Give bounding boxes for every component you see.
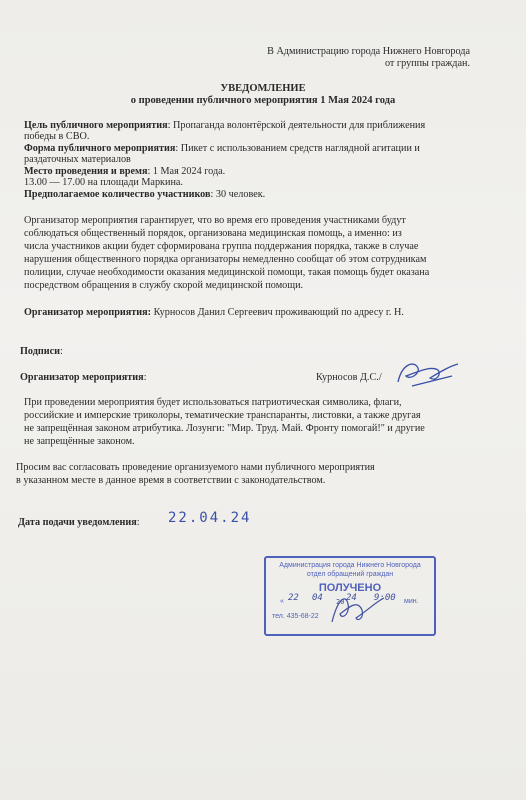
organizer-value: Курносов Данил Сергеевич проживающий по адресу г. Н.	[151, 307, 404, 318]
stamp-hand-month: 04	[312, 593, 323, 603]
guarantee-line: полиции, случае необходимости оказания медицинской помощи, такая помощь будет оказана	[24, 267, 430, 278]
place-value: : 1 Мая 2024 года.	[147, 166, 226, 177]
signature-organizer-label: Организатор мероприятия	[20, 372, 144, 383]
submission-date-line: Дата подачи уведомления:	[18, 517, 140, 528]
symbols-line: российские и имперские триколоры, тематические транспаранты, листовки, а также другая	[24, 410, 421, 421]
stamp-org: Администрация города Нижнего Новгорода	[279, 562, 421, 569]
guarantee-line: числа участников акции будет сформирована группа поддержания порядка, также в случае	[24, 241, 419, 252]
form-value: : Пикет с использованием средств наглядной агитации и	[175, 143, 420, 154]
addressee-line-2: от группы граждан.	[384, 58, 470, 69]
signatures-heading-line: Подписи:	[20, 346, 63, 357]
received-stamp	[264, 556, 436, 636]
stamp-minutes-label: мин.	[404, 598, 419, 605]
request-line: Просим вас согласовать проведение организуемого нами публичного мероприятия	[16, 462, 375, 473]
signature-organizer-name: Курносов Д.С./	[316, 372, 382, 383]
purpose-value: : Пропаганда волонтёрской деятельности для приближения	[167, 120, 426, 131]
guarantee-line: посредством обращения в службу скорой медицинской помощи.	[24, 280, 304, 291]
symbols-line: не запрещённые законом.	[24, 436, 135, 447]
symbols-line: не запрещённая законом атрибутика. Лозунги: "Мир. Труд. Май. Фронту помогай!" и другие	[24, 423, 425, 434]
stamp-hand-day: 22	[288, 593, 299, 603]
count-value: : 30 человек.	[210, 189, 266, 200]
guarantee-line: нарушения общественного порядка организаторы немедленно сообщат об этом сотрудникам	[24, 254, 427, 265]
stamp-phone: тел. 435-68-22	[272, 613, 319, 620]
request-line: в указанном месте в данное время в соответствии с законодательством.	[16, 475, 326, 486]
handwritten-signature	[392, 356, 464, 392]
count-label: Предполагаемое количество участников	[24, 189, 211, 200]
form-value-cont: раздаточных материалов	[24, 154, 131, 165]
document-title: УВЕДОМЛЕНИЕ	[220, 83, 306, 94]
place-value-cont: 13.00 — 17.00 на площади Маркина.	[24, 177, 183, 188]
form-label: Форма публичного мероприятия	[24, 143, 176, 154]
guarantee-line: соблюдаться общественный порядок, организована медицинская помощь, а именно: из	[24, 228, 402, 239]
signatures-heading: Подписи	[20, 346, 61, 357]
submission-date-handwritten: 22.04.24	[168, 510, 252, 526]
stamp-year-prefix: 20	[336, 598, 345, 606]
addressee-line-1: В Администрацию города Нижнего Новгорода	[267, 46, 470, 57]
organizer-label: Организатор мероприятия:	[24, 307, 152, 318]
organizer-line	[24, 307, 404, 319]
symbols-line: При проведении мероприятия будет использоваться патриотическая символика, флаги,	[24, 397, 402, 408]
stamp-date-prefix: «	[280, 598, 284, 605]
stamp-hand-time: 9:00	[374, 593, 396, 603]
purpose-label: Цель публичного мероприятия	[24, 120, 168, 131]
purpose-value-cont: победы в СВО.	[24, 131, 90, 142]
stamp-signature	[328, 588, 388, 628]
submission-label: Дата подачи уведомления	[18, 517, 137, 528]
guarantee-line: Организатор мероприятия гарантирует, что во время его проведения участниками будут	[24, 215, 406, 226]
signature-organizer-line: Организатор мероприятия:	[20, 372, 147, 383]
stamp-dept: отдел обращений граждан	[306, 571, 394, 578]
stamp-received: ПОЛУЧЕНО	[318, 582, 382, 594]
place-label: Место проведения и время	[24, 166, 148, 177]
document-subtitle: о проведении публичного мероприятия 1 Мая 2024 года	[130, 95, 396, 106]
count-field	[24, 189, 265, 201]
stamp-hand-year: 24	[346, 593, 357, 603]
